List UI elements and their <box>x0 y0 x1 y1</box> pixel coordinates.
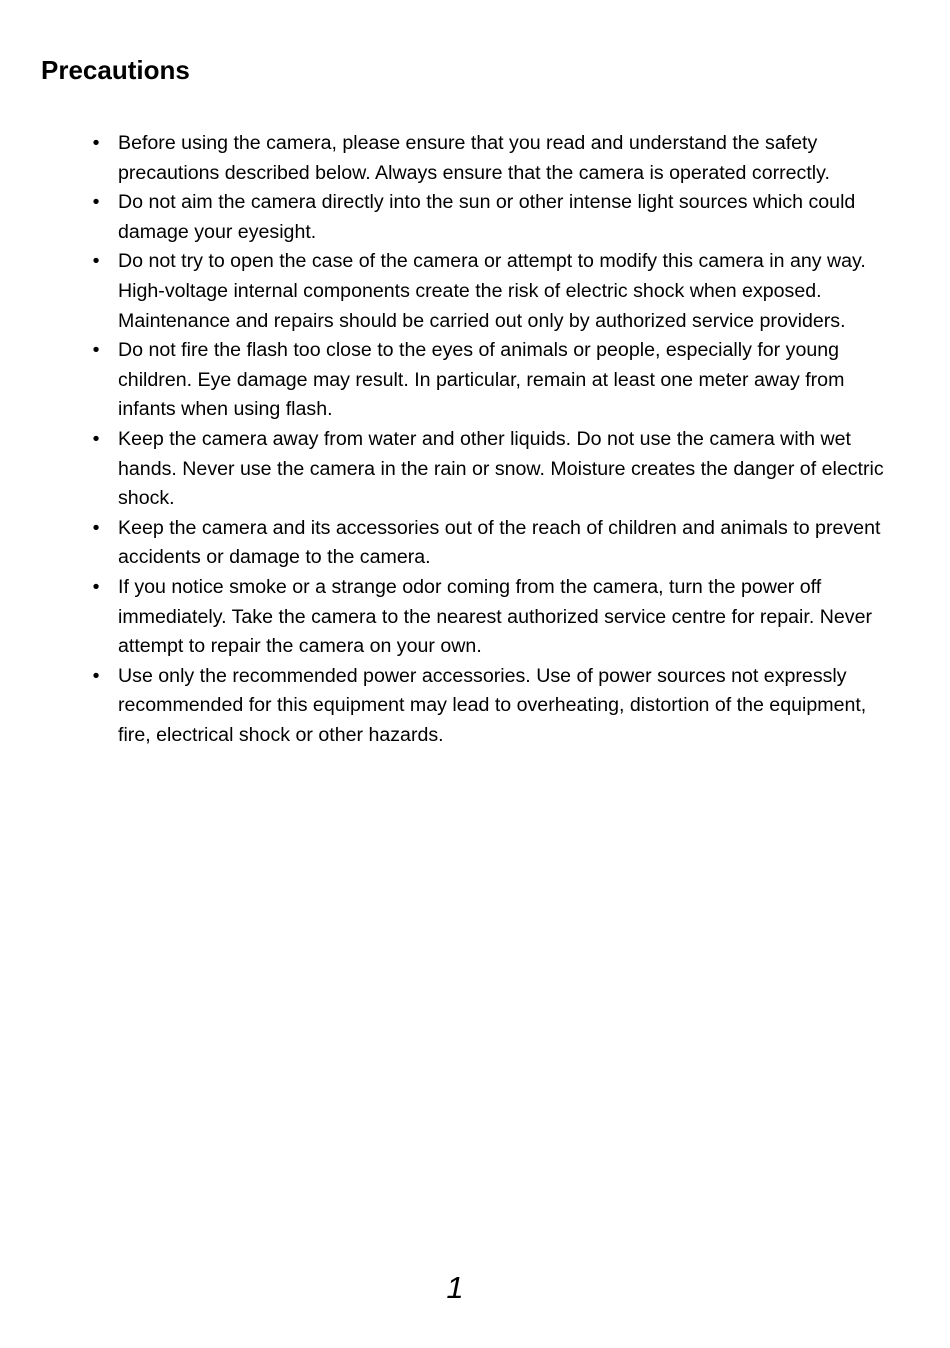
bullet-icon: • <box>92 132 100 154</box>
bullet-icon: • <box>92 575 100 598</box>
list-item <box>92 129 903 188</box>
list-item-text: Do not fire the flash too close to the eyes of animals or people, especially for young children. Eye damage may result. In particular, remain at least one meter away from infants when using flash. <box>118 339 845 421</box>
list-item-text: Do not try to open the case of the camera or attempt to modify this camera in any way. High-voltage internal components create the risk of electric shock when exposed. Maintenance and repairs should be carried out only by authorized service providers. <box>118 250 866 332</box>
list-item <box>92 247 903 336</box>
list-item <box>92 425 903 514</box>
page-number: 1 <box>446 1270 464 1305</box>
page-title: Precautions <box>41 55 190 85</box>
list-item <box>92 514 903 573</box>
list-item-text: Keep the camera away from water and other liquids. Do not use the camera with wet hands. Never use the camera in the rain or snow. Moisture creates the danger of electric shock. <box>118 427 884 510</box>
bullet-icon: • <box>92 664 100 687</box>
list-item <box>92 336 903 425</box>
list-item-text: If you notice smoke or a strange odor coming from the camera, turn the power off immediately. Take the camera to the nearest authorized service centre for repair. Never attempt to repair the camera on your own. <box>118 575 872 658</box>
list-item-text: Use only the recommended power accessories. Use of power sources not expressly recommended for this equipment may lead to overheating, distortion of the equipment, fire, electrical shock or other hazards. <box>118 664 867 746</box>
list-item <box>92 662 903 751</box>
list-item <box>92 188 903 247</box>
list-item-text: Keep the camera and its accessories out of the reach of children and animals to prevent accidents or damage to the camera. <box>118 516 881 569</box>
list-item <box>92 573 903 662</box>
list-item-text: Before using the camera, please ensure that you read and understand the safety precautions described below. Always ensure that the camera is operated correctly. <box>118 132 830 184</box>
list-item-text: Do not aim the camera directly into the sun or other intense light sources which could damage your eyesight. <box>118 191 856 243</box>
precautions-list <box>92 129 903 750</box>
bullet-icon: • <box>92 191 100 214</box>
bullet-icon: • <box>92 339 100 362</box>
bullet-icon: • <box>92 250 100 273</box>
bullet-icon: • <box>92 427 100 450</box>
bullet-icon: • <box>92 516 100 539</box>
